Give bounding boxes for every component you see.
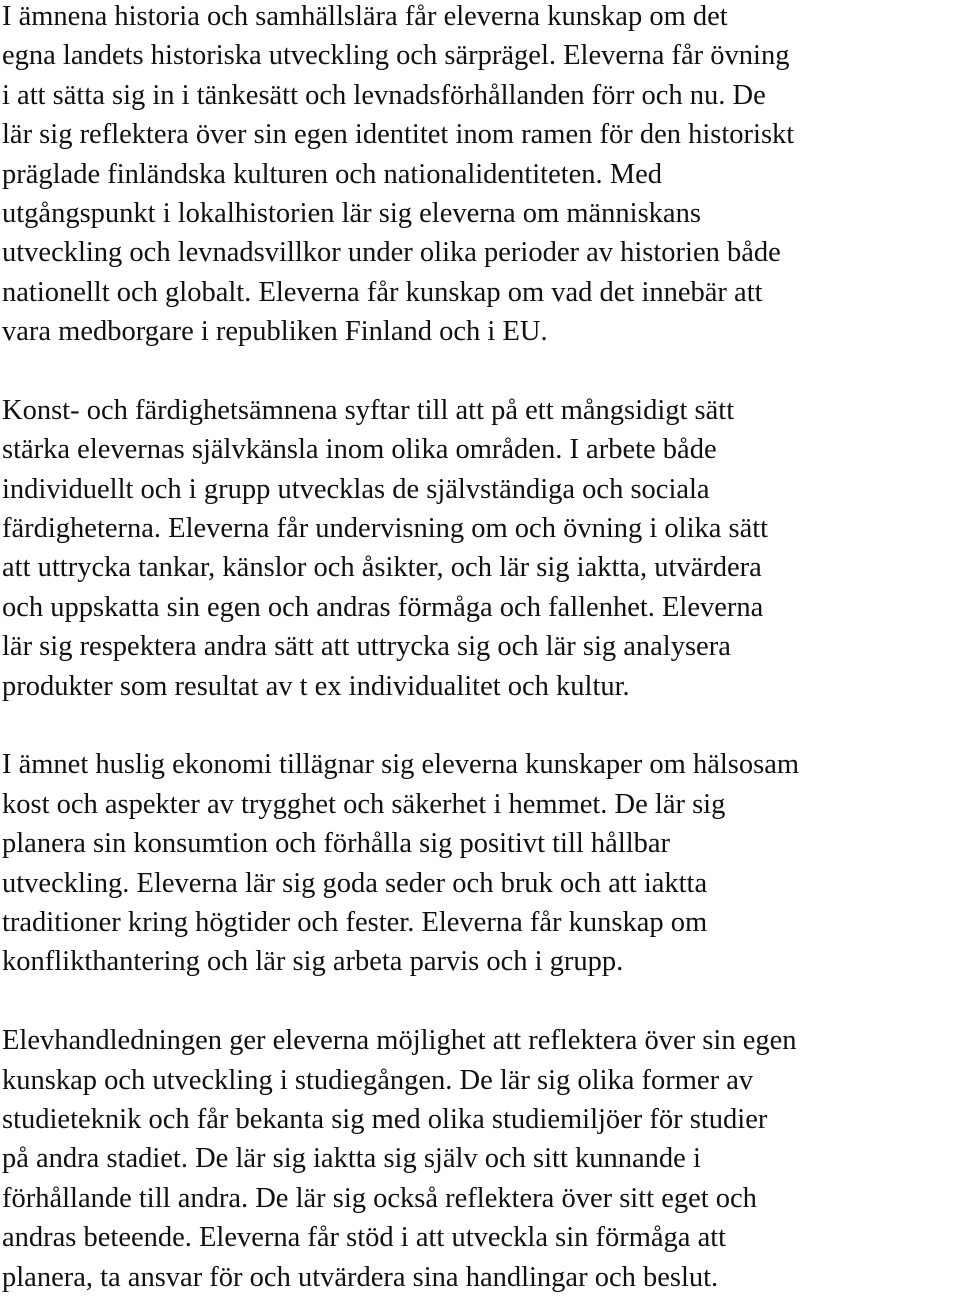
text-line: utveckling och levnadsvillkor under olika perioder av historien både	[2, 237, 781, 269]
text-line: kunskap och utveckling i studiegången. De lär sig olika former av	[2, 1064, 754, 1096]
text-line: och uppskatta sin egen och andras förmåga och fallenhet. Eleverna	[2, 591, 764, 623]
text-line: planera, ta ansvar för och utvärdera sina handlingar och beslut.	[2, 1261, 719, 1293]
text-line: präglade finländska kulturen och nationalidentiteten. Med	[2, 158, 663, 190]
text-line: I ämnena historia och samhällslära får eleverna kunskap om det	[2, 1, 728, 32]
text-line: konflikthantering och lär sig arbeta parvis och i grupp.	[2, 946, 624, 978]
text-line: traditioner kring högtider och fester. Eleverna får kunskap om	[2, 906, 708, 938]
paragraph-home-economics	[2, 745, 960, 981]
text-line: vara medborgare i republiken Finland och i EU.	[2, 316, 548, 348]
text-line: färdigheterna. Eleverna får undervisning om och övning i olika sätt	[2, 513, 769, 545]
text-line: nationellt och globalt. Eleverna får kunskap om vad det innebär att	[2, 276, 763, 308]
text-line: utveckling. Eleverna lär sig goda seder och bruk och att iaktta	[2, 867, 708, 899]
text-line: förhållande till andra. De lär sig också reflektera över sitt eget och	[2, 1182, 757, 1214]
text-line: i att sätta sig in i tänkesätt och levnadsförhållanden förr och nu. De	[2, 79, 766, 111]
text-line: lär sig reflektera över sin egen identitet inom ramen för den historiskt	[2, 119, 795, 151]
text-line: stärka elevernas självkänsla inom olika områden. I arbete både	[2, 434, 717, 466]
paragraph-student-guidance	[2, 1021, 960, 1297]
text-line: att uttrycka tankar, känslor och åsikter, och lär sig iaktta, utvärdera	[2, 552, 762, 584]
text-line: individuellt och i grupp utvecklas de självständiga och sociala	[2, 473, 710, 505]
text-line: planera sin konsumtion och förhålla sig positivt till hållbar	[2, 828, 671, 860]
text-line: Elevhandledningen ger eleverna möjlighet att reflektera över sin egen	[2, 1025, 797, 1057]
text-line: kost och aspekter av trygghet och säkerhet i hemmet. De lär sig	[2, 788, 726, 820]
text-line: egna landets historiska utveckling och särprägel. Eleverna får övning	[2, 40, 790, 72]
text-line: studieteknik och får bekanta sig med olika studiemiljöer för studier	[2, 1103, 768, 1135]
paragraph-history	[2, 0, 960, 352]
paragraph-arts-skills	[2, 391, 960, 706]
text-line: andras beteende. Eleverna får stöd i att utveckla sin förmåga att	[2, 1222, 727, 1254]
text-line: utgångspunkt i lokalhistorien lär sig eleverna om människans	[2, 197, 701, 229]
text-line: lär sig respektera andra sätt att uttrycka sig och lär sig analysera	[2, 631, 731, 663]
text-line: på andra stadiet. De lär sig iaktta sig själv och sitt kunnande i	[2, 1143, 701, 1175]
text-line: produkter som resultat av t ex individualitet och kultur.	[2, 670, 630, 702]
text-line: I ämnet huslig ekonomi tillägnar sig eleverna kunskaper om hälsosam	[2, 749, 800, 781]
text-line: Konst- och färdighetsämnena syftar till att på ett mångsidigt sätt	[2, 394, 735, 426]
